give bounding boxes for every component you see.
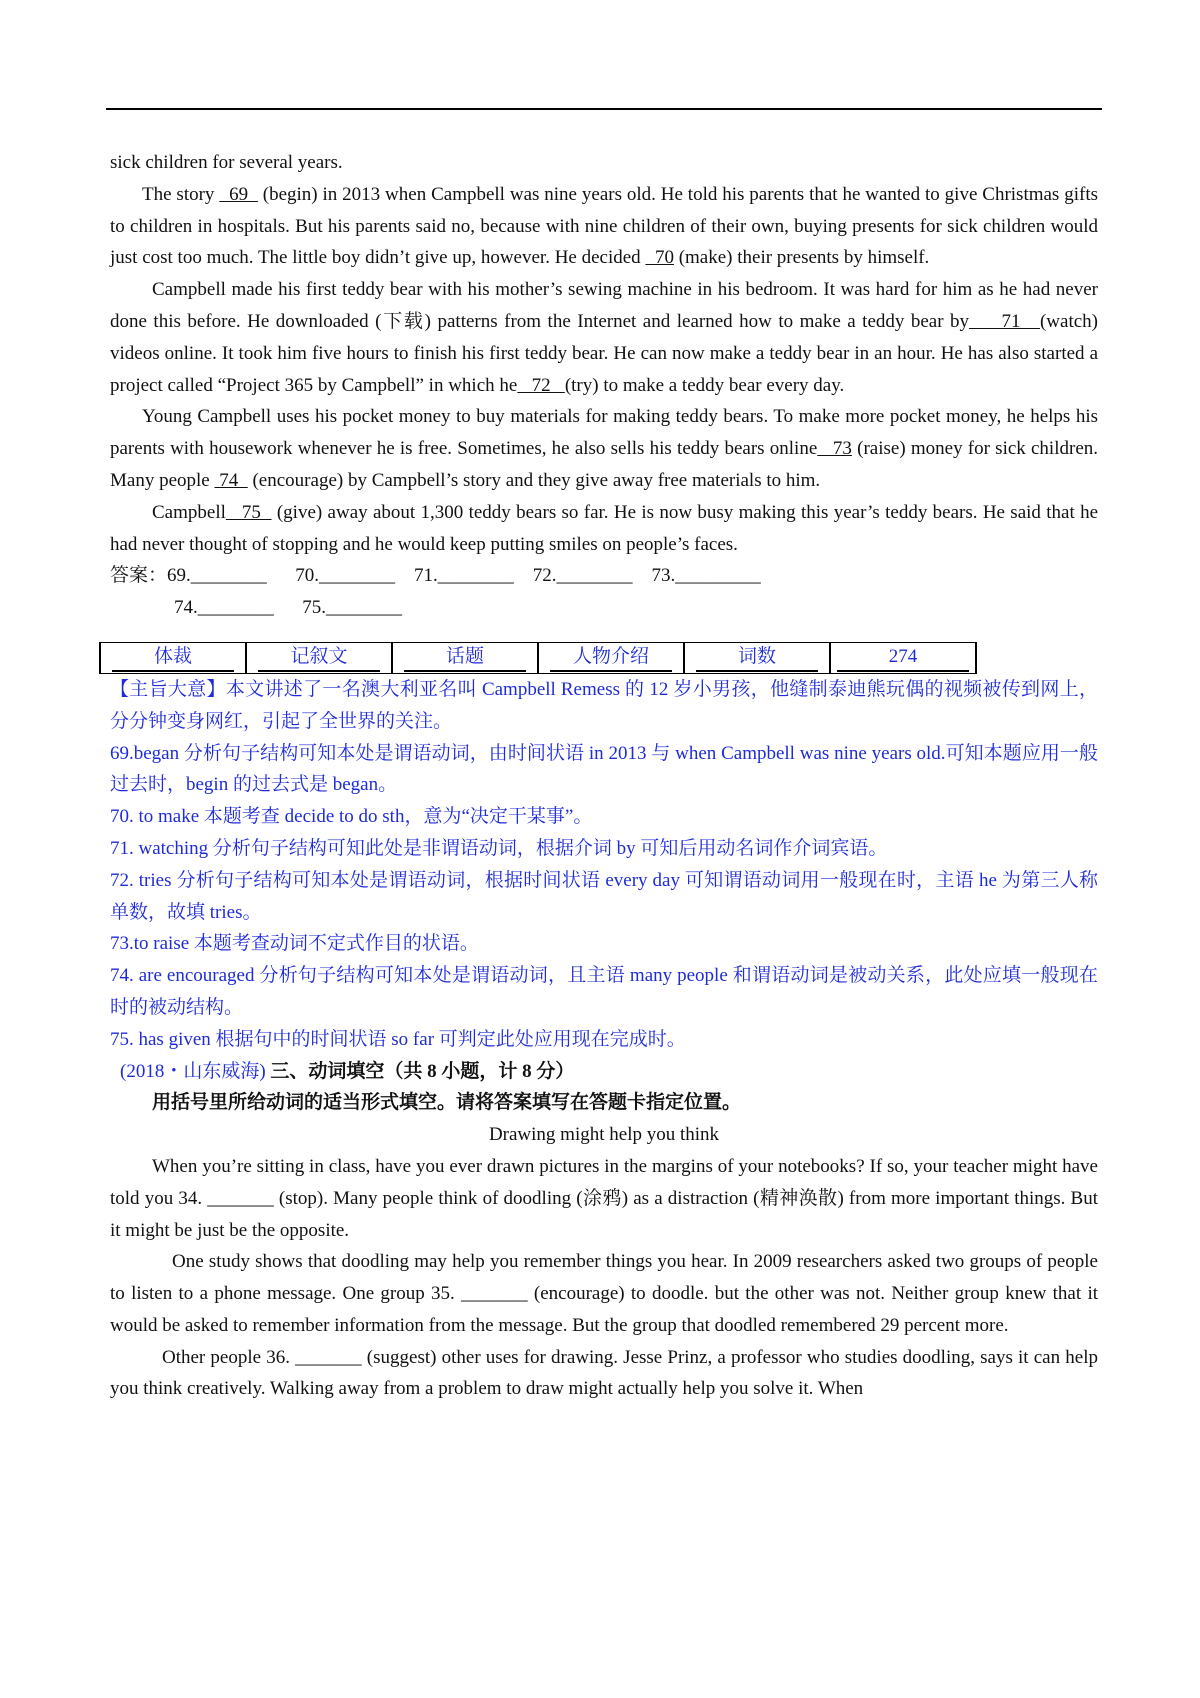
passage-paragraph-4 — [110, 497, 1098, 561]
info-cell-wordcount-value: 274 — [830, 643, 976, 673]
analysis-73: 73.to raise 本题考查动词不定式作目的状语。 — [110, 933, 479, 955]
p1-text-b: (begin) in 2013 when Campbell was nine years old. He told his parents that he wanted to give Christmas gifts to children in hospitals. But his parents said no, because with nine children of their own, buying presents for sick children would just cost too much. The little boy didn’t give up, however. He decided — [110, 183, 1098, 269]
section-source: (2018・山东威海) — [120, 1060, 266, 1082]
p4-text-a: Campbell — [152, 501, 226, 523]
section-title: 三、动词填空（共 8 小题，计 8 分） — [270, 1060, 575, 1082]
answer-line-2: 74.________ 75.________ — [174, 597, 402, 619]
section2-paragraph-2: One study shows that doodling may help you remember things you hear. In 2009 researchers asked two groups of people to listen to a phone message. One group 35. _______ (encourage) to doodle. but the other was not. Neither group knew that it would be asked to remember information from the message. But the group that doodled remembered 29 percent more. — [110, 1251, 1098, 1336]
passage-paragraph-2 — [110, 274, 1098, 401]
info-table — [99, 642, 977, 674]
analysis-74: 74. are encouraged 分析句子结构可知本处是谓语动词，且主语 many people 和谓语动词是被动关系，此处应填一般现在时的被动结构。 — [110, 965, 1098, 1018]
blank-73: 73 — [817, 438, 852, 460]
p3-text-c: (encourage) by Campbell’s story and they give away free materials to him. — [247, 469, 821, 491]
blank-72: 72 — [517, 374, 565, 396]
passage-paragraph-1 — [110, 179, 1098, 274]
analysis-75: 75. has given 根据句中的时间状语 so far 可判定此处应用现在完成时。 — [110, 1028, 686, 1050]
info-cell-topic-value: 人物介绍 — [538, 643, 684, 673]
section2-paragraph-3: Other people 36. _______ (suggest) other uses for drawing. Jesse Prinz, a professor who studies doodling, says it can help you think creatively. Walking away from a problem to draw might actually help you solve it. When — [110, 1346, 1098, 1400]
p2-text-c: (try) to make a teddy bear every day. — [564, 374, 845, 396]
passage-continued-line: sick children for several years. — [110, 152, 343, 173]
passage-paragraph-3 — [110, 401, 1098, 496]
section-instruction: 用括号里所给动词的适当形式填空。请将答案填写在答题卡指定位置。 — [152, 1092, 742, 1114]
p2-text-a: Campbell made his first teddy bear with his mother’s sewing machine in his bedroom. It was hard for him as he had never done this before. He downloaded (下载) patterns from the Internet and learned how to make a teddy bear by — [110, 279, 1098, 332]
info-cell-genre-label: 体裁 — [100, 643, 246, 673]
p1-text-a: The story — [142, 183, 220, 205]
p3-text-a: Young Campbell uses his pocket money to buy materials for making teddy bears. To make more pocket money, he helps his parents with housework whenever he is free. Sometimes, he also sells his teddy bears online — [110, 406, 1098, 460]
blank-74: 74 — [214, 469, 248, 491]
passage-title: Drawing might help you think — [488, 1124, 720, 1146]
analysis-69: 69.began 分析句子结构可知本处是谓语动词，由时间状语 in 2013 与 when Campbell was nine years old.可知本题应用一般过去时，begin 的过去式是 began。 — [110, 742, 1098, 796]
summary-text: 本文讲述了一名澳大利亚名叫 Campbell Remess 的 12 岁小男孩，他缝制泰迪熊玩偶的视频被传到网上，分分钟变身网红，引起了全世界的关注。 — [110, 678, 1098, 732]
blank-70: 70 — [645, 247, 674, 269]
p2-text-b: (watch) videos online. It took him five hours to finish his first teddy bear. He can now make a teddy bear in an hour. He has also started a project called “Project 365 by Campbell” in which he — [110, 310, 1098, 396]
analysis-71: 71. watching 分析句子结构可知此处是非谓语动词，根据介词 by 可知后用动名词作介词宾语。 — [110, 837, 888, 859]
info-cell-topic-label: 话题 — [392, 643, 538, 673]
blank-75: 75 — [225, 501, 272, 523]
section2-paragraph-1: When you’re sitting in class, have you ever drawn pictures in the margins of your notebooks? If so, your teacher might have told you 34. _______ (stop). Many people think of doodling (涂鸦) as a distraction (精神涣散) from more important things. But it might be just be the opposite. — [110, 1155, 1098, 1241]
analysis-72: 72. tries 分析句子结构可知本处是谓语动词，根据时间状语 every day 可知谓语动词用一般现在时，主语 he 为第三人称单数，故填 tries。 — [110, 869, 1098, 923]
p1-text-c: (make) their presents by himself. — [673, 247, 930, 269]
summary-paragraph — [110, 674, 1098, 738]
section-heading — [110, 1056, 1098, 1088]
summary-tag: 【主旨大意】 — [110, 678, 226, 700]
blank-71: 71 — [969, 310, 1040, 332]
p4-text-b: (give) away about 1,300 teddy bears so far. He is now busy making this year’s teddy bears. He said that he had never thought of stopping and he would keep putting smiles on people’s faces. — [110, 501, 1098, 555]
info-cell-wordcount-label: 词数 — [684, 643, 830, 673]
info-cell-genre-value: 记叙文 — [246, 643, 392, 673]
blank-69: 69 — [219, 183, 258, 205]
page-content — [110, 147, 1098, 1405]
answer-line-1: 答案：69.________ 70.________ 71.________ 72.________ 73._________ — [110, 565, 761, 587]
analysis-70: 70. to make 本题考查 decide to do sth，意为“决定干某事”。 — [110, 806, 593, 828]
header-rule — [106, 108, 1102, 110]
p3-text-b: (raise) money for sick children. Many people — [110, 438, 1099, 491]
